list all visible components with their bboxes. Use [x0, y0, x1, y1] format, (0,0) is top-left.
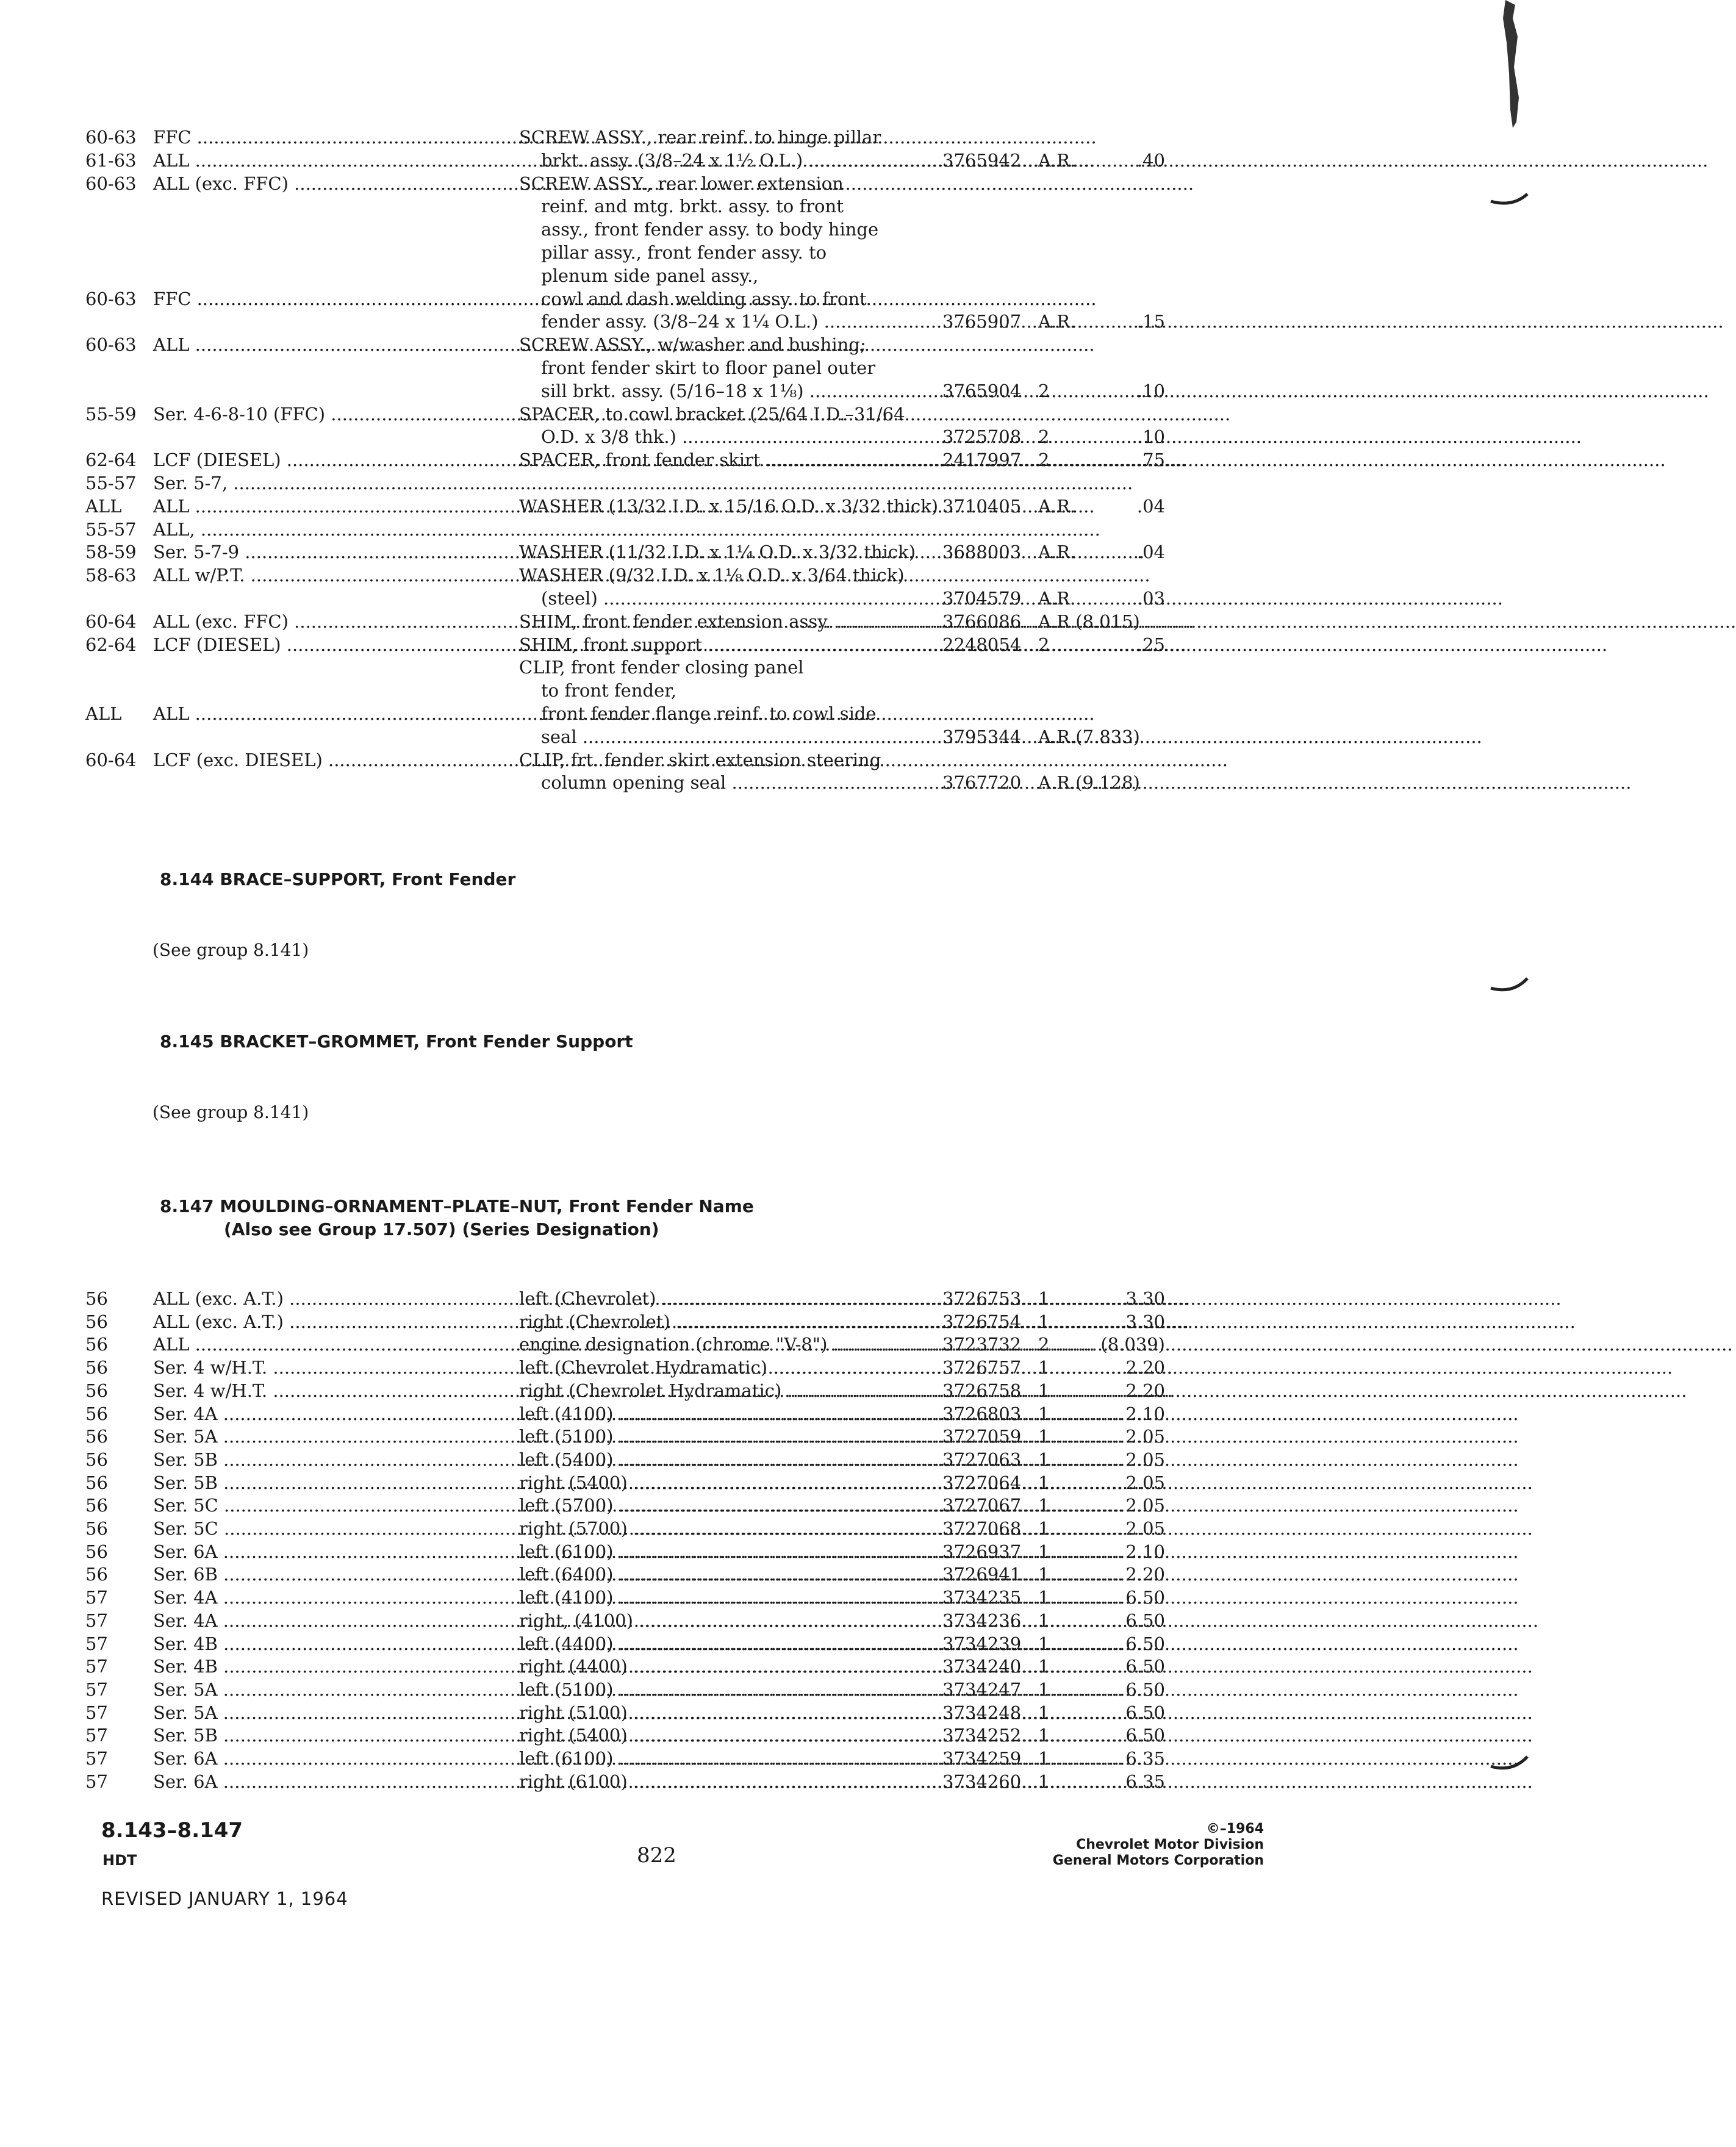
model-series: Ser. 4A ..... [153, 1402, 501, 1425]
hdt-label: HDT [102, 1852, 137, 1869]
model-year: 56 [85, 1380, 108, 1401]
model-series: FFC ..... [153, 287, 501, 310]
part-description: SHIM, front support ..... [519, 633, 922, 656]
table-row [0, 1310, 1542, 1333]
price: 2.05 [1125, 1518, 1165, 1539]
quantity: 1 [1038, 1495, 1050, 1516]
model-year: 61-63 [85, 149, 137, 171]
model-series: ALL ..... [153, 149, 501, 172]
model-series: Ser. 6B ..... [153, 1563, 501, 1586]
model-series: ALL (exc. FFC) ..... [153, 172, 501, 195]
quantity: 1 [1038, 1357, 1050, 1378]
table-row [0, 1425, 1542, 1448]
price: 2.20 [1125, 1357, 1165, 1378]
quantity: 1 [1038, 1472, 1050, 1493]
part-number: 3765904 [942, 380, 1022, 401]
part-description: seal ..... [519, 725, 944, 748]
quantity: A.R. [1038, 495, 1076, 517]
table-row [0, 425, 1542, 448]
table-row [0, 1770, 1542, 1793]
price: 6.35 [1125, 1748, 1165, 1769]
part-description: (steel) ..... [519, 587, 944, 610]
model-series: Ser. 5C ..... [153, 1517, 501, 1540]
model-series: ALL ..... [153, 495, 501, 518]
model-series: Ser. 5B ..... [153, 1471, 501, 1494]
part-description: CLIP, front fender closing panel [519, 657, 804, 678]
table-row [0, 333, 1542, 356]
see-group-note: (See group 8.141) [152, 1102, 309, 1122]
price: .25 [1136, 634, 1165, 655]
quantity: 2 [1038, 426, 1050, 448]
table-row [0, 264, 1542, 287]
price: 3.30 [1125, 1311, 1165, 1332]
table-row [0, 1356, 1542, 1379]
part-description: right (5100) ..... [519, 1701, 922, 1724]
price: .04 [1136, 542, 1165, 563]
price: 6.50 [1125, 1587, 1165, 1608]
quantity: A.R. [1038, 588, 1076, 609]
part-number: 2248054 [942, 634, 1022, 655]
price: 2.10 [1125, 1403, 1165, 1424]
table-row [0, 471, 1542, 495]
quantity: 1 [1038, 1380, 1050, 1401]
part-description: column opening seal ..... [519, 771, 944, 794]
price: 6.50 [1125, 1725, 1165, 1746]
model-series: Ser. 5B ..... [153, 1448, 501, 1471]
section-subtitle: (Also see Group 17.507) (Series Designation) [224, 1219, 659, 1239]
price: 2.05 [1125, 1472, 1165, 1493]
part-number: 3765942 [942, 149, 1022, 171]
table-row [0, 356, 1542, 379]
part-number: 3726758 [942, 1380, 1022, 1401]
model-year: 56 [85, 1288, 108, 1309]
model-year: 56 [85, 1449, 108, 1470]
table-row [0, 218, 1542, 241]
model-year: 58-63 [85, 565, 137, 586]
part-number: 3710405 [942, 495, 1022, 517]
section-title: 8.144 BRACE–SUPPORT, Front Fender [160, 869, 516, 889]
table-row [0, 1471, 1542, 1494]
price: 6.50 [1125, 1702, 1165, 1723]
table-row [0, 748, 1542, 772]
price: 6.50 [1125, 1610, 1165, 1631]
part-description: right (Chevrolet Hydramatic) ..... [519, 1379, 922, 1402]
part-description: reinf. and mtg. brkt. assy. to front [541, 196, 844, 217]
model-series: LCF (DIESEL) ..... [153, 633, 501, 656]
part-description: SCREW ASSY., w/washer and bushing; [519, 334, 866, 356]
part-description: pillar assy., front fender assy. to [541, 242, 827, 263]
price: 6.50 [1125, 1656, 1165, 1677]
model-series: ALL (exc. A.T.) ..... [153, 1310, 501, 1333]
quantity: 1 [1038, 1771, 1050, 1792]
part-number: 3734236 [942, 1610, 1022, 1631]
model-year: 56 [85, 1518, 108, 1539]
part-number: 3726803 [942, 1403, 1022, 1424]
table-row [0, 679, 1542, 702]
table-row [0, 1586, 1542, 1609]
part-description: right (5400) ..... [519, 1724, 922, 1747]
model-series: Ser. 4-6-8-10 (FFC) ..... [153, 403, 501, 426]
part-number: 3725708 [942, 426, 1022, 448]
quantity: 1 [1038, 1288, 1050, 1309]
part-description: WASHER (11/32 I.D. x 1¼ O.D. x 3/32 thick) [519, 542, 916, 563]
table-row [0, 610, 1542, 633]
price: .40 [1136, 149, 1165, 171]
part-description: CLIP, frt. fender skirt extension steering [519, 749, 881, 770]
part-number: 3734240 [942, 1656, 1022, 1677]
model-year: 60-63 [85, 334, 137, 356]
table-row [0, 1540, 1542, 1563]
model-series: Ser. 6A ..... [153, 1770, 501, 1793]
model-year: 57 [85, 1656, 108, 1677]
part-description: right, (4100) ..... [519, 1609, 922, 1632]
quantity: 2 [1038, 634, 1050, 655]
group-range: 8.143–8.147 [101, 1818, 243, 1843]
table-row [0, 1494, 1542, 1517]
quantity: A.R. [1038, 149, 1076, 171]
corporation-name: General Motors Corporation [1052, 1853, 1264, 1868]
model-year: 57 [85, 1679, 108, 1700]
part-description: right (5700) ..... [519, 1517, 922, 1540]
price: 2.05 [1125, 1495, 1165, 1516]
part-description: left (Chevrolet) ..... [519, 1287, 922, 1310]
part-description: sill brkt. assy. (5/16–18 x 1⅛) ..... [519, 379, 944, 403]
section-title: 8.147 MOULDING–ORNAMENT–PLATE–NUT, Front Fender Name [160, 1196, 754, 1216]
model-year: 55-57 [85, 473, 137, 493]
price: .04 [1136, 495, 1165, 517]
price: 2.20 [1125, 1380, 1165, 1401]
model-series: ALL w/P.T. ..... [153, 564, 501, 587]
part-number: 3727063 [942, 1449, 1022, 1470]
model-series: Ser. 4A ..... [153, 1586, 501, 1609]
part-number: 3726941 [942, 1564, 1022, 1585]
model-series: ALL ..... [153, 1333, 501, 1356]
table-row [0, 1517, 1542, 1540]
quantity: 1 [1038, 1587, 1050, 1608]
part-description: left (5700) ..... [519, 1494, 922, 1517]
model-year: 57 [85, 1748, 108, 1769]
table-row [0, 564, 1542, 587]
model-year: 57 [85, 1725, 108, 1746]
part-description: right (4400) ..... [519, 1655, 922, 1678]
part-description: left (Chevrolet Hydramatic) ..... [519, 1356, 922, 1379]
table-row [0, 1563, 1542, 1586]
model-series: Ser. 6A ..... [153, 1747, 501, 1770]
model-year: 62-64 [85, 450, 137, 471]
part-number: 3727064 [942, 1472, 1022, 1493]
part-number: 3727059 [942, 1426, 1022, 1447]
model-year: 56 [85, 1403, 108, 1424]
quantity: 1 [1038, 1702, 1050, 1723]
quantity: 2 [1038, 1334, 1050, 1355]
part-description: cowl and dash welding assy. to front [541, 288, 867, 309]
part-number: 3734259 [942, 1748, 1022, 1769]
model-year: 60-64 [85, 611, 137, 632]
part-description: WASHER (9/32 I.D. x 1⅛ O.D. x 3/64 thick) [519, 565, 905, 586]
table-row [0, 633, 1542, 656]
part-number: 3734260 [942, 1771, 1022, 1792]
model-series: LCF (DIESEL) ..... [153, 448, 501, 471]
model-year: ALL [85, 703, 122, 724]
part-description: plenum side panel assy., [541, 265, 759, 286]
part-number: 3765907 [942, 311, 1022, 332]
quantity: 2 [1038, 380, 1050, 401]
price: .10 [1136, 380, 1165, 401]
part-description: front fender skirt to floor panel outer [541, 357, 876, 378]
part-number: 3726757 [942, 1357, 1022, 1378]
table-row [0, 195, 1542, 218]
part-description: assy., front fender assy. to body hinge [541, 219, 879, 240]
model-series: FFC ..... [153, 126, 501, 149]
price: 2.10 [1125, 1541, 1165, 1562]
part-description: left (6100) ..... [519, 1540, 922, 1563]
model-series: Ser. 5A ..... [153, 1701, 501, 1724]
model-series: ALL ..... [153, 333, 501, 356]
table-row [0, 1287, 1542, 1310]
model-year: 56 [85, 1495, 108, 1516]
model-year: 56 [85, 1357, 108, 1378]
part-number: 3734252 [942, 1725, 1022, 1746]
table-row [0, 241, 1542, 264]
quantity: 1 [1038, 1541, 1050, 1562]
part-number: 3726754 [942, 1311, 1022, 1332]
table-row [0, 310, 1542, 333]
scan-edge-marks [1488, 0, 1542, 2147]
table-row [0, 540, 1542, 564]
price: .75 [1136, 450, 1165, 471]
part-number: 3723732 [942, 1334, 1022, 1355]
table-row [0, 287, 1542, 310]
quantity: 1 [1038, 1656, 1050, 1677]
model-series: ALL ..... [153, 702, 501, 725]
part-description: to front fender, [541, 680, 677, 701]
model-series: Ser. 4 w/H.T. ..... [153, 1356, 501, 1379]
table-row [0, 1379, 1542, 1402]
table-row [0, 1724, 1542, 1747]
part-description: brkt. assy. (3/8–24 x 1½ O.L.) ..... [519, 149, 944, 172]
part-description: left (4400) ..... [519, 1632, 922, 1655]
table-row [0, 656, 1542, 679]
model-year: 57 [85, 1771, 108, 1792]
page-number: 822 [637, 1843, 676, 1868]
model-series: Ser. 4B ..... [153, 1632, 501, 1655]
part-description: left (4100) ..... [519, 1586, 922, 1609]
model-year: 56 [85, 1426, 108, 1447]
price: .10 [1136, 426, 1165, 448]
price: 6.50 [1125, 1633, 1165, 1654]
quantity: A.R. [1038, 311, 1076, 332]
model-series: ALL, ..... [153, 518, 501, 541]
part-number: 3704579 [942, 588, 1022, 609]
quantity: 1 [1038, 1633, 1050, 1654]
price: 6.35 [1125, 1771, 1165, 1792]
table-row [0, 149, 1542, 172]
table-row [0, 495, 1542, 518]
table-row [0, 725, 1542, 748]
model-series: Ser. 6A ..... [153, 1540, 501, 1563]
part-description: SCREW ASSY., rear reinf. to hinge pillar [519, 127, 881, 148]
model-year: 55-59 [85, 403, 137, 425]
quantity: 1 [1038, 1449, 1050, 1470]
section-title: 8.145 BRACKET–GROMMET, Front Fender Support [160, 1031, 633, 1052]
model-series: Ser. 4 w/H.T. ..... [153, 1379, 501, 1402]
part-number: 3726937 [942, 1541, 1022, 1562]
table-row [0, 1402, 1542, 1425]
model-year: ALL [85, 495, 122, 517]
model-year: 60-63 [85, 288, 137, 309]
model-series: Ser. 5-7-9 ..... [153, 540, 501, 564]
part-number: 3726753 [942, 1288, 1022, 1309]
part-number: 3688003 [942, 542, 1022, 563]
part-number: 3734248 [942, 1702, 1022, 1723]
table-row [0, 403, 1542, 426]
model-series: Ser. 4B ..... [153, 1655, 501, 1678]
copyright: ©–1964 [1206, 1821, 1264, 1837]
quantity: 1 [1038, 1426, 1050, 1447]
model-year: 57 [85, 1633, 108, 1654]
price: 2.05 [1125, 1449, 1165, 1470]
quantity: 1 [1038, 1748, 1050, 1769]
part-description: O.D. x 3/8 thk.) ..... [519, 425, 944, 448]
part-description: fender assy. (3/8–24 x 1¼ O.L.) ..... [519, 310, 944, 333]
model-year: 60-63 [85, 173, 137, 194]
quantity: 1 [1038, 1311, 1050, 1332]
model-year: 55-57 [85, 518, 137, 540]
part-number: 3734239 [942, 1633, 1022, 1654]
model-series: ALL (exc. FFC) ..... [153, 610, 501, 633]
quantity: A.R.(8.015) [1038, 611, 1140, 632]
model-series: Ser. 5A ..... [153, 1678, 501, 1701]
price: (8.039) [1100, 1334, 1165, 1355]
quantity: 1 [1038, 1725, 1050, 1746]
table-row [0, 1655, 1542, 1678]
price: 3.30 [1125, 1288, 1165, 1309]
model-year: 57 [85, 1610, 108, 1631]
model-year: 60-63 [85, 127, 137, 148]
model-year: 56 [85, 1472, 108, 1493]
see-group-note: (See group 8.141) [152, 940, 309, 960]
table-row [0, 1701, 1542, 1724]
quantity: A.R.(9.128) [1038, 772, 1140, 794]
model-series: Ser. 5A ..... [153, 1425, 501, 1448]
part-description: front fender flange reinf. to cowl side [541, 703, 877, 724]
table-row [0, 379, 1542, 403]
model-year: 57 [85, 1587, 108, 1608]
quantity: A.R. [1038, 542, 1076, 563]
part-number: 2417997 [942, 450, 1022, 471]
quantity: A.R.(7.833) [1038, 726, 1140, 747]
model-series: Ser. 5C ..... [153, 1494, 501, 1517]
part-number: 3727067 [942, 1495, 1022, 1516]
model-year: 56 [85, 1564, 108, 1585]
price: .15 [1136, 311, 1165, 332]
part-description: WASHER (13/32 I.D. x 15/16 O.D. x 3/32 thick) [519, 495, 939, 517]
part-description: left (5100) ..... [519, 1678, 922, 1701]
model-series: Ser. 5-7, ..... [153, 471, 501, 495]
part-description: SCREW ASSY., rear lower extension [519, 173, 844, 194]
part-description: SHIM, front fender extension assy. ..... [519, 610, 922, 633]
model-year: 60-64 [85, 749, 137, 770]
table-row [0, 587, 1542, 610]
quantity: 1 [1038, 1403, 1050, 1424]
table-row [0, 1747, 1542, 1770]
model-series: ALL (exc. A.T.) ..... [153, 1287, 501, 1310]
quantity: 1 [1038, 1564, 1050, 1585]
model-series: Ser. 5B ..... [153, 1724, 501, 1747]
part-number: 3734235 [942, 1587, 1022, 1608]
table-row [0, 172, 1542, 195]
part-description: left (4100) ..... [519, 1402, 922, 1425]
revised-date: REVISED JANUARY 1, 1964 [101, 1888, 348, 1909]
table-row [0, 126, 1542, 149]
part-description: engine designation (chrome "V-8") ..... [519, 1333, 922, 1356]
part-number: 3795344 [942, 726, 1022, 747]
part-description: left (6400) ..... [519, 1563, 922, 1586]
model-year: 56 [85, 1541, 108, 1562]
quantity: 1 [1038, 1518, 1050, 1539]
quantity: 1 [1038, 1679, 1050, 1700]
price: .03 [1136, 588, 1165, 609]
table-row [0, 448, 1542, 471]
part-number: 3727068 [942, 1518, 1022, 1539]
part-description: right (5400) ..... [519, 1471, 922, 1494]
model-series: LCF (exc. DIESEL) ..... [153, 748, 501, 772]
table-row [0, 702, 1542, 725]
model-year: 62-64 [85, 634, 137, 655]
part-description: right (6100) ..... [519, 1770, 922, 1793]
quantity: 1 [1038, 1610, 1050, 1631]
model-year: 56 [85, 1311, 108, 1332]
price: 2.20 [1125, 1564, 1165, 1585]
model-year: 56 [85, 1334, 108, 1355]
part-description: SPACER, front fender skirt ..... [519, 448, 922, 471]
table-row [0, 518, 1542, 541]
part-description: SPACER, to cowl bracket (25/64 I.D.–31/64 [519, 403, 905, 425]
part-description: left (5100) ..... [519, 1425, 922, 1448]
table-row [0, 1448, 1542, 1471]
part-description: left (5400) ..... [519, 1448, 922, 1471]
model-year: 58-59 [85, 542, 137, 563]
part-number: 3734247 [942, 1679, 1022, 1700]
price: 6.50 [1125, 1679, 1165, 1700]
table-row [0, 1678, 1542, 1701]
division-name: Chevrolet Motor Division [1076, 1837, 1264, 1852]
model-year: 57 [85, 1702, 108, 1723]
model-series: Ser. 4A ..... [153, 1609, 501, 1632]
part-number: 3767720 [942, 772, 1022, 794]
part-description: left (6100) ..... [519, 1747, 922, 1770]
part-number: 3766086 [942, 611, 1022, 632]
part-description: right (Chevrolet) ..... [519, 1310, 922, 1333]
price: 2.05 [1125, 1426, 1165, 1447]
quantity: 2 [1038, 450, 1050, 471]
table-row [0, 771, 1542, 794]
table-row [0, 1609, 1542, 1632]
table-row [0, 1632, 1542, 1655]
table-row [0, 1333, 1542, 1356]
